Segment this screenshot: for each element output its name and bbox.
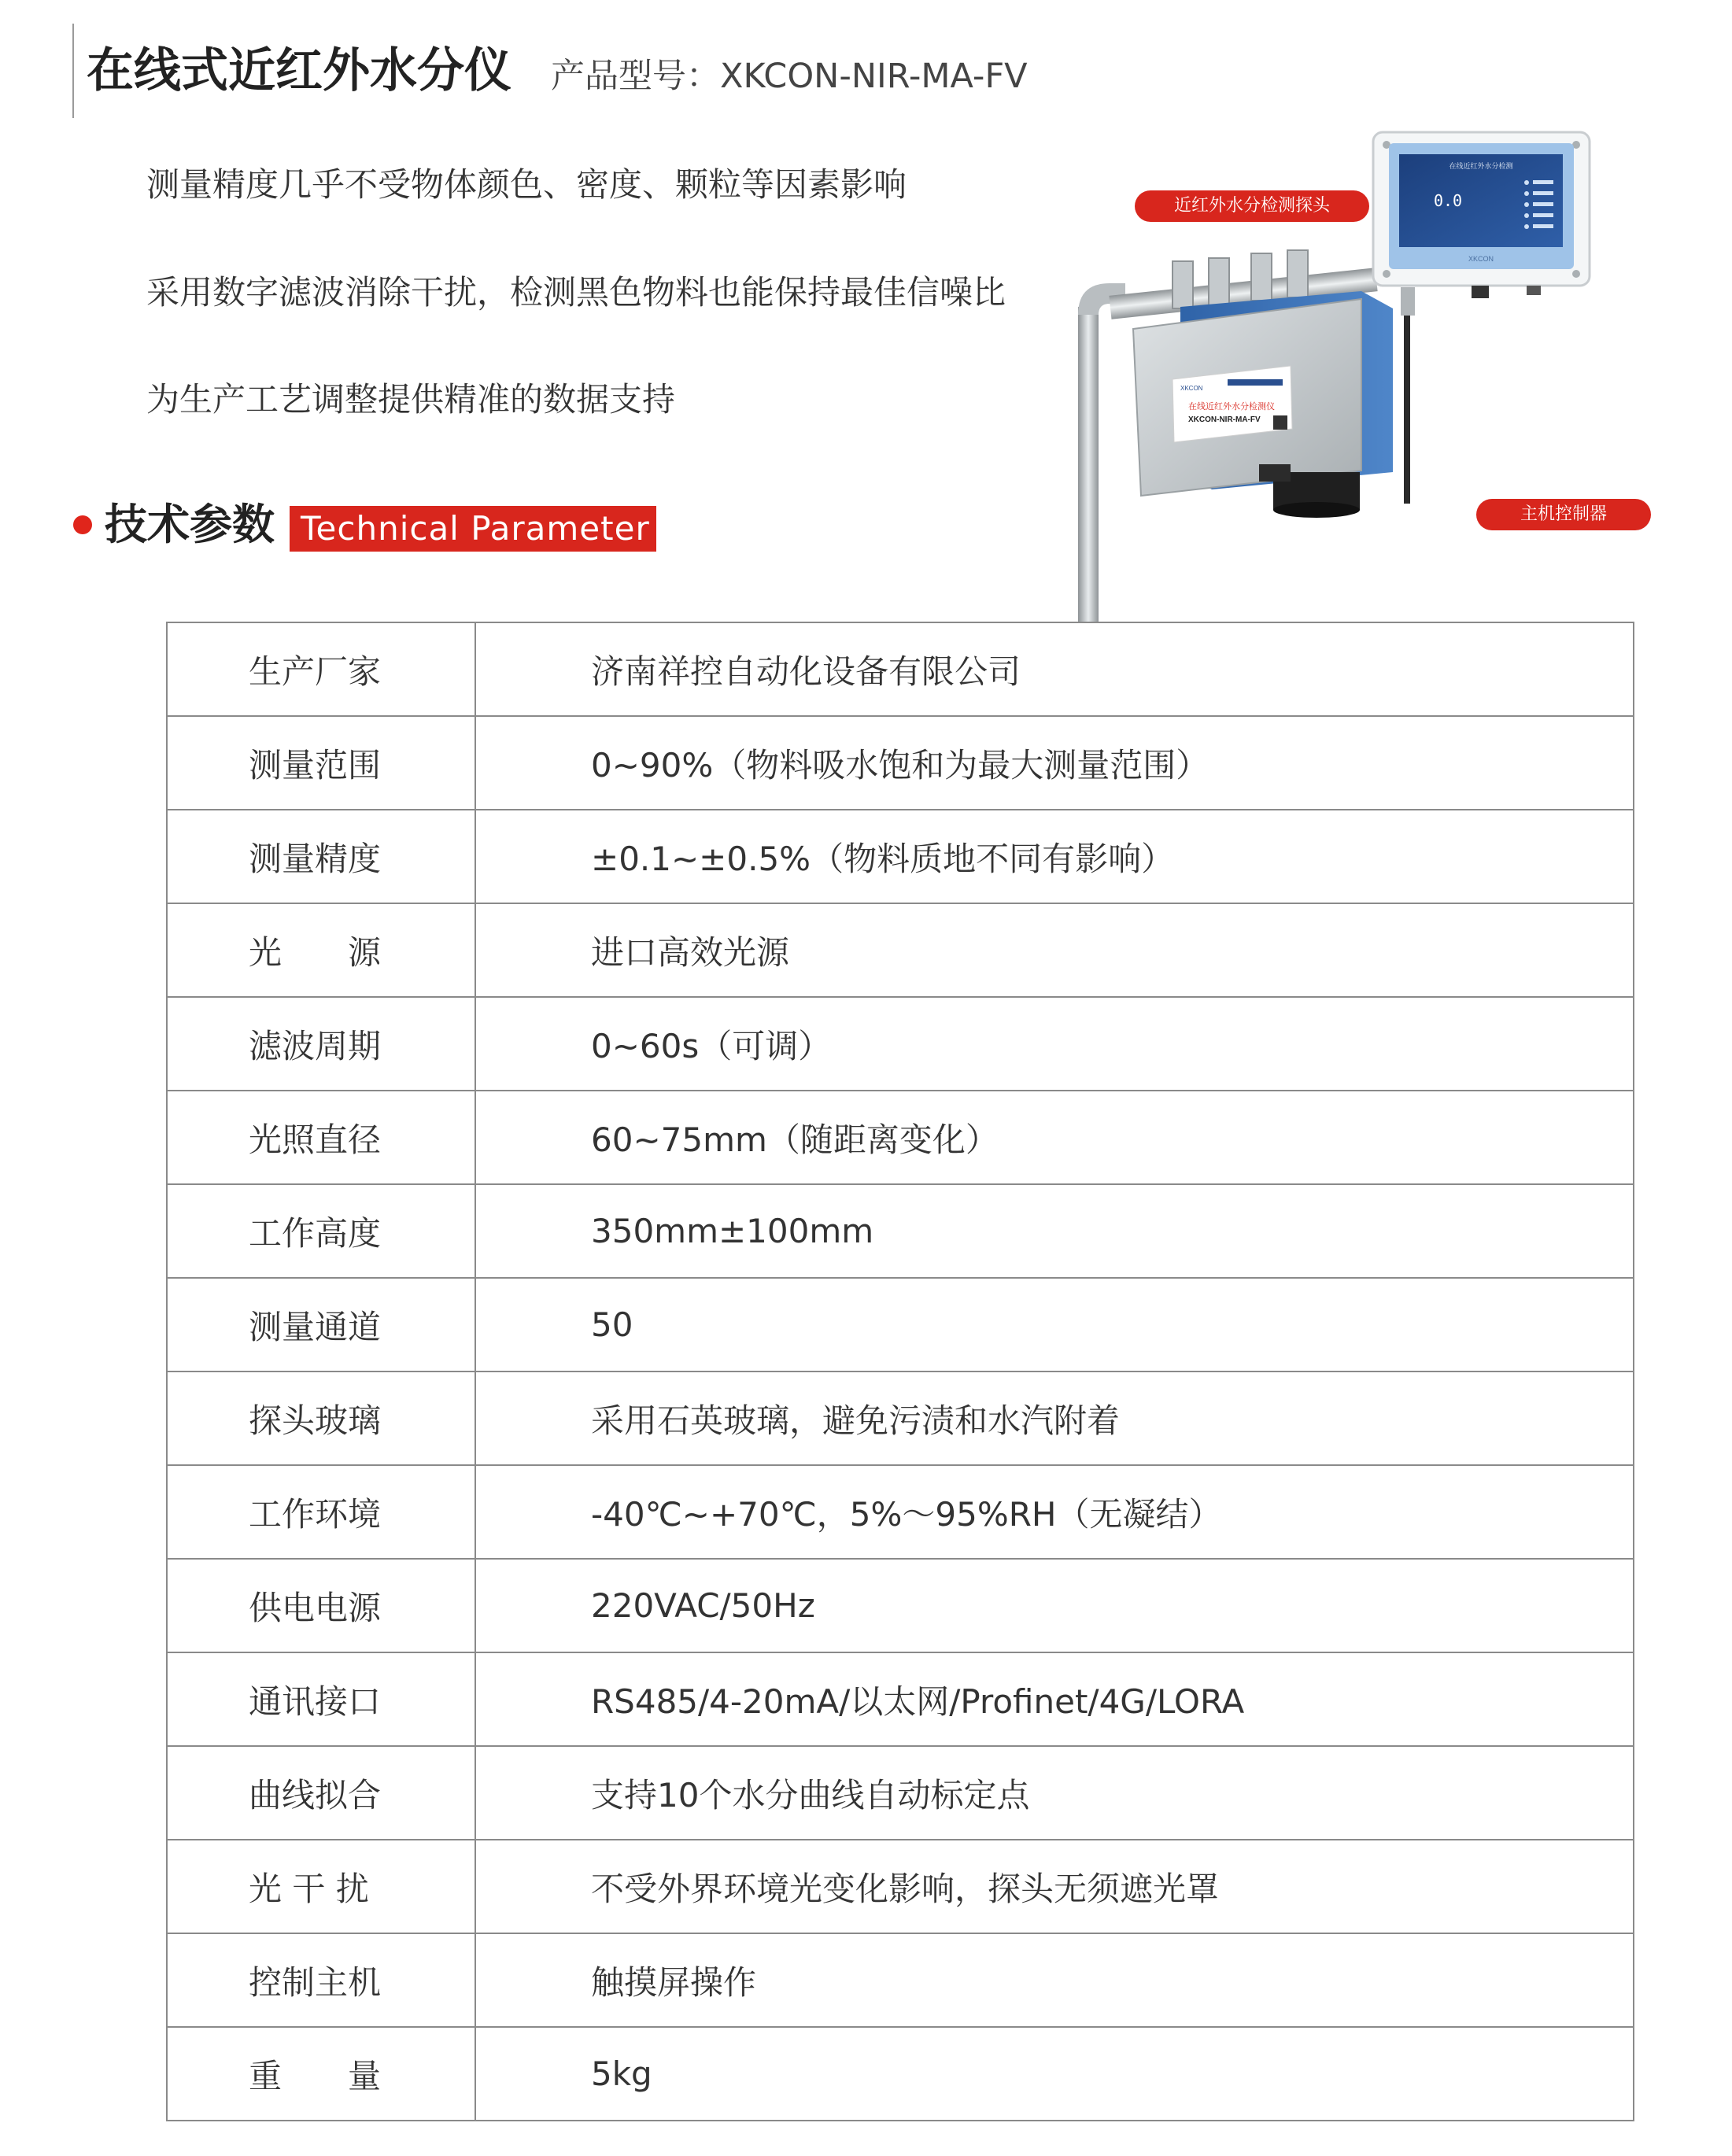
spec-label: 曲线拟合 [167,1746,475,1840]
controller-callout: 主机控制器 [1476,499,1651,530]
spec-row [167,1184,1634,1278]
spec-row [167,1840,1634,1933]
spec-value: 触摸屏操作 [475,1933,1634,2027]
spec-table [166,622,1634,2121]
probe-label-brand: XKCON [1180,385,1203,392]
spec-value: 220VAC/50Hz [475,1559,1634,1652]
spec-row [167,716,1634,810]
controller-unit [1373,132,1590,298]
cable-connector [1401,287,1415,316]
spec-label: 工作环境 [167,1465,475,1559]
spec-value: 5kg [475,2027,1634,2121]
feature-line-1: 测量精度几乎不受物体颜色、密度、颗粒等因素影响 [146,165,907,204]
spec-value: 60~75mm（随距离变化） [475,1091,1634,1184]
probe-callout: 近红外水分检测探头 [1135,190,1369,222]
spec-row [167,1652,1634,1746]
clamp-3 [1251,253,1272,301]
spec-label: 光 干 扰 [167,1840,475,1933]
probe-label-title: 在线近红外水分检测仪 [1188,401,1275,412]
product-model: 产品型号：XKCON-NIR-MA-FV [551,57,1028,96]
spec-value: 不受外界环境光变化影响，探头无须遮光罩 [475,1840,1634,1933]
spec-value: ±0.1~±0.5%（物料质地不同有影响） [475,810,1634,903]
clamp-2 [1209,258,1229,305]
spec-label: 工作高度 [167,1184,475,1278]
spec-row [167,1371,1634,1465]
spec-label: 测量精度 [167,810,475,903]
product-illustration [1023,126,1731,622]
spec-row [167,2027,1634,2121]
spec-label: 控制主机 [167,1933,475,2027]
controller-screen-value: 0.0 [1433,191,1463,210]
spec-label: 重 量 [167,2027,475,2121]
clamp-4 [1287,250,1308,297]
probe-label [1173,366,1292,442]
section-bullet-icon [73,515,92,534]
section-badge: Technical Parameter [290,506,656,552]
spec-row [167,810,1634,903]
spec-value: 支持10个水分曲线自动标定点 [475,1746,1634,1840]
spec-row [167,1559,1634,1652]
feature-line-2: 采用数字滤波消除干扰，检测黑色物料也能保持最佳信噪比 [146,273,1006,312]
spec-row [167,1465,1634,1559]
spec-value: 0~90%（物料吸水饱和为最大测量范围） [475,716,1634,810]
spec-value: 进口高效光源 [475,903,1634,997]
spec-row [167,1746,1634,1840]
spec-label: 测量范围 [167,716,475,810]
mount-pole [1078,307,1099,622]
spec-value: 50 [475,1278,1634,1371]
product-image [1023,126,1731,622]
spec-row [167,1933,1634,2027]
spec-label: 供电电源 [167,1559,475,1652]
spec-row [167,1091,1634,1184]
spec-value: 0~60s（可调） [475,997,1634,1091]
controller-brand: XKCON [1468,255,1494,263]
clamp-1 [1173,261,1193,308]
spec-value: 350mm±100mm [475,1184,1634,1278]
spec-label: 测量通道 [167,1278,475,1371]
spec-label: 探头玻璃 [167,1371,475,1465]
probe-label-model: XKCON-NIR-MA-FV [1188,415,1261,424]
controller-screen-title: 在线近红外水分检测 [1449,163,1513,171]
spec-value: 采用石英玻璃，避免污渍和水汽附着 [475,1371,1634,1465]
spec-label: 通讯接口 [167,1652,475,1746]
feature-line-3: 为生产工艺调整提供精准的数据支持 [146,380,676,419]
spec-value: RS485/4-20mA/以太网/Profinet/4G/LORA [475,1652,1634,1746]
spec-label: 滤波周期 [167,997,475,1091]
spec-row [167,997,1634,1091]
spec-row [167,903,1634,997]
spec-value: 济南祥控自动化设备有限公司 [475,622,1634,716]
spec-row [167,622,1634,716]
title-divider [72,24,74,118]
page-title: 在线式近红外水分仪 [87,43,511,98]
qr-code-icon [1273,415,1287,430]
section-title: 技术参数 [105,500,275,549]
spec-label: 生产厂家 [167,622,475,716]
spec-label: 光 源 [167,903,475,997]
spec-value: -40℃~+70℃，5%～95%RH（无凝结） [475,1465,1634,1559]
spec-row [167,1278,1634,1371]
spec-label: 光照直径 [167,1091,475,1184]
